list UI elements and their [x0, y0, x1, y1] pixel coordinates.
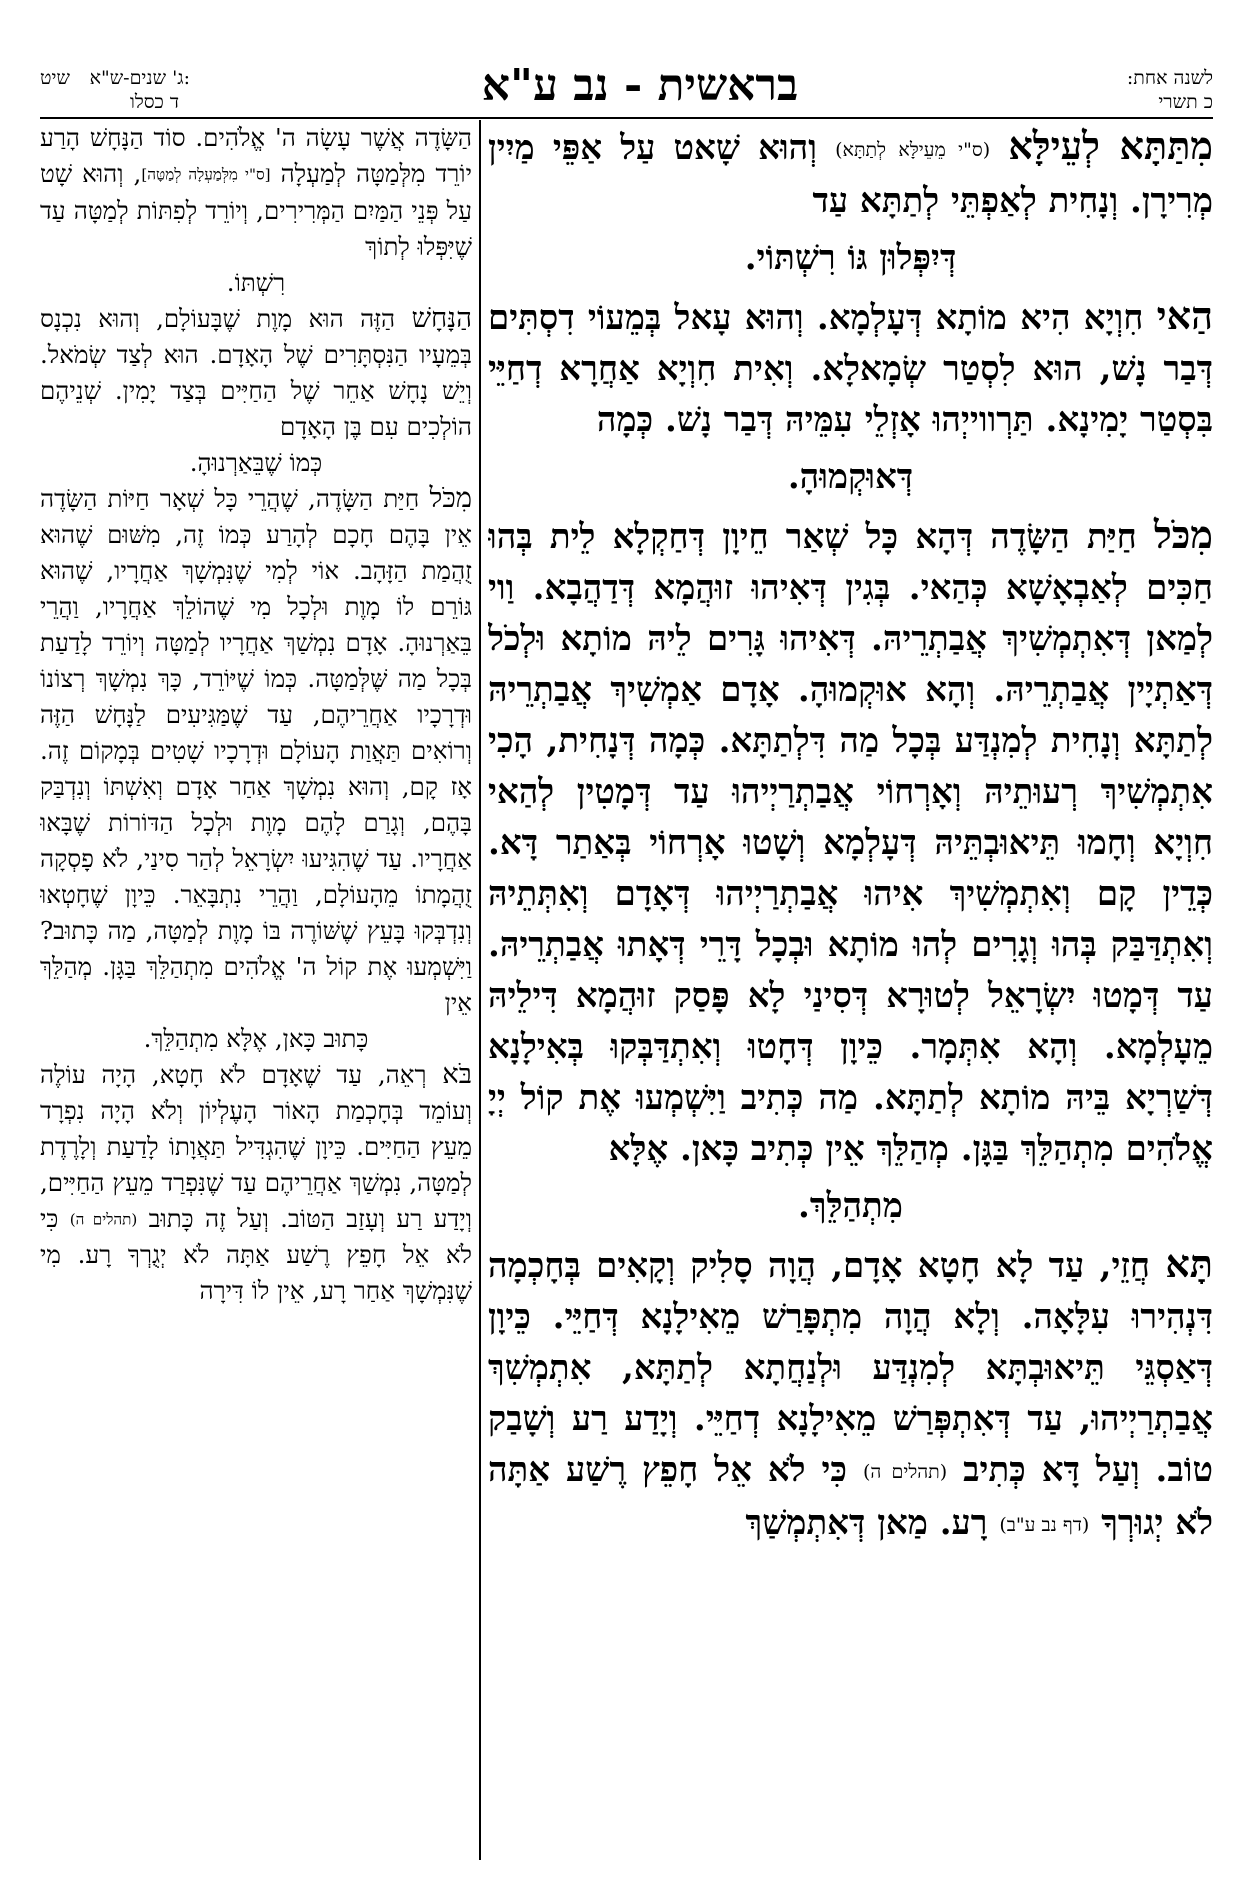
header-left — [40, 66, 190, 114]
paragraph-text: כִּי לֹא אֵל חָפֵץ רֶשַׁע אַתָּה לֹא יְגוּרְךָ — [488, 1450, 1213, 1544]
aramaic-column — [488, 120, 1213, 1860]
aramaic-paragraph — [488, 120, 1213, 227]
study-cycle-one-year: לשנה אחת: — [1126, 67, 1213, 89]
opening-word: מִתַּתָּא לְעֵילָּא — [1008, 123, 1213, 168]
aramaic-paragraph — [488, 509, 1213, 1175]
paragraph-end-line: כְּמוֹ שֶׁבֵּאַרְנוּהָ. — [189, 447, 323, 477]
variant-note: [ס"י מִלְּמַעְלָה לְמַטָּה] — [141, 165, 271, 184]
opening-word: מִכֹּל — [429, 482, 472, 514]
paragraph-text: חַיַּת הַשָּׂדֶה דְּהָא כָּל שְׁאַר חֵיוָן דְּחַקְלָא לֵית בְּהוּ חַכִּים לְאַבְאָשָׁא כְּהַאי. בְּגִין דְּאִיהוּ זוּהֲמָא דְּדַהֲבָא. וַוי לְמַאן דְּאִתְמְשִׁיךְ אֲבַתְרֵיהּ. דְּאִיהוּ גָּרִים לֵיהּ מוֹתָא וּלְכֹל דְּאַתְיָין אֲבַתְרֵיהּ. וְהָא אוּקְמוּהָ. אָדָם אַמְשִׁיךְ אֲבַתְרֵיהּ לְתַתָּא וְנָחִית לְמִנְדַּע בְּכָל מַה דִּלְתַתָּא. כְּמָה דְּנָחִית, הָכִי אִתְמְשִׁיךְ רְעוּתֵיהּ וְאָרְחוֹי אֲבַתְרַיְיהוּ עַד דְּמָטִין לְהַאי חִוְיָא וְחָמוּ תֵּיאוּבְתֵּיהּ דְּעָלְמָא וְשָׁטוּ אָרְחוֹי בְּאַתַר דָּא. כְּדֵין קָם וְאִתְמְשִׁיךְ אִיהוּ אֲבַתְרַיְיהוּ דְּאָדָם וְאִתְּתֵיהּ וְאִתְדַּבַּק בְּהוּ וְגָרִים לְהוּ מוֹתָא וּבְכָל דָּרֵי דְּאָתוּ אֲבַתְרֵיהּ. עַד דְּמָטוּ יִשְׂרָאֵל לְטוּרָא דְּסִינַי לָא פָּסַק זוּהֲמָא דִּילֵיהּ מֵעָלְמָא. וְהָא אִתְּמָר. כֵּיוָן דְּחָטוּ וְאִתְדַּבְּקוּ בְּאִילָנָא דְּשַׁרְיָא בֵּיהּ מוֹתָא לְתַתָּא. מַה כְּתִיב וַיִּשְׁמְעוּ אֶת קוֹל יְיָ אֱלֹהִים מִתְהַלֵּךְ בַּגָּן. מְהַלֵּךְ אֵין כְּתִיב כָּאן. אֶלָּא — [488, 517, 1213, 1170]
verse-reference: (תהלים ה) — [69, 1210, 138, 1229]
opening-word: הַאי — [1156, 293, 1213, 339]
page-title: בראשית - נב ע"א — [481, 60, 799, 111]
opening-word: תָּא — [1165, 1241, 1213, 1287]
translation-paragraph — [40, 481, 472, 1021]
verse-reference: (תהלים ה) — [862, 1461, 948, 1484]
paragraph-text: , וְהוּא שָׁט עַל פְּנֵי הַמַּיִם הַמְּרִירִים, וְיוֹרֵד לְפִתּוֹת לְמַטָּה עַד שֶׁיִּפְּלוּ לְתוֹךְ — [40, 159, 472, 261]
paragraph-end-line: דְּיִפְּלוּן גּוֹ רִשְׁתּוֹי. — [744, 238, 957, 279]
paragraph-text: הַזֶּה הוּא מָוֶת שֶׁבָּעוֹלָם, וְהוּא נִכְנָס בְּמֵעָיו הַנִּסְתָּרִים שֶׁל הָאָדָם. הוּא לְצַד שְׂמֹאל. וְיֵשׁ נָחָשׁ אַחֵר שֶׁל הַחַיִּים בְּצַד יָמִין. שְׁנֵיהֶם הוֹלְכִים עִם בֶּן הָאָדָם — [40, 303, 472, 441]
opening-word: בֹּא — [442, 1058, 472, 1090]
variant-note: (ס"י מֵעֵילָּא לְתַתָּא) — [835, 139, 991, 162]
translation-paragraph — [40, 301, 472, 445]
aramaic-paragraph — [488, 290, 1213, 446]
study-cycle-three-years: ג' שנים-ש"א: — [89, 67, 190, 89]
opening-word: מִכֹּל — [1154, 512, 1213, 558]
date-kislev: ד כסלו — [130, 91, 180, 113]
paragraph-text: חַיַּת הַשָּׂדֶה, שֶׁהֲרֵי כָּל שְׁאָר חַיּוֹת הַשָּׂדֶה אֵין בָּהֶם חָכָם לְהָרַע כְּמוֹ זֶה, מִשּׁוּם שֶׁהוּא זֻהֲמַת הַזָּהָב. אוֹי לְמִי שֶׁנִּמְשָׁךְ אַחֲרָיו, שֶׁהוּא גּוֹרֵם לוֹ מָוֶת וּלְכָל מִי שֶׁהוֹלֵךְ אַחֲרָיו, וַהֲרֵי בֵּאַרְנוּהָ. אָדָם נִמְשַׁךְ אַחֲרָיו לְמַטָּה וְיוֹרֵד לָדַעַת בְּכָל מַה שֶּׁלְּמַטָּה. כְּמוֹ שֶׁיּוֹרֵד, כָּךְ נִמְשָׁךְ רְצוֹנוֹ וּדְרָכָיו אַחֲרֵיהֶם, עַד שֶׁמַּגִּיעִים לַנָּחָשׁ הַזֶּה וְרוֹאִים תַּאֲוַת הָעוֹלָם וּדְרָכָיו שָׁטִים בְּמָקוֹם זֶה. אָז קָם, וְהוּא נִמְשָׁךְ אַחַר אָדָם וְאִשְׁתּוֹ וְנִדְבַּק בָּהֶם, וְגָרַם לָהֶם מָוֶת וּלְכָל הַדּוֹרוֹת שֶׁבָּאוּ אַחֲרָיו. עַד שֶׁהִגִּיעוּ יִשְׂרָאֵל לְהַר סִינַי, לֹא פָסְקָה זֻהֲמָתוֹ מֵהָעוֹלָם, וַהֲרֵי נִתְבָּאֵר. כֵּיוָן שֶׁחָטְאוּ וְנִדְבְּקוּ בָּעֵץ שֶׁשּׁוֹרֶה בּוֹ מָוֶת לְמַטָּה, מַה כָּתוּב? וַיִּשְׁמְעוּ אֶת קוֹל ה' אֱלֹהִים מִתְהַלֵּךְ בַּגָּן. מְהַלֵּךְ אֵין — [40, 483, 472, 1017]
translation-paragraph — [40, 120, 472, 265]
hebrew-translation-column — [40, 120, 472, 1860]
opening-word: הַנָּחָשׁ — [411, 302, 472, 334]
page-number: שיט — [40, 67, 70, 89]
header-divider — [40, 117, 1213, 119]
paragraph-end-line: מִתְהַלֵּךְ. — [798, 1186, 903, 1227]
paragraph-end-line: כָּתוּב כָּאן, אֶלָּא מִתְהַלֵּךְ. — [143, 1023, 369, 1053]
paragraph-text: הַשָּׂדֶה אֲשֶׁר עָשָׂה ה' אֱלֹהִים. סוֹד הַנָּחָשׁ הָרַע יוֹרֵד מִלְּמַטָּה לְמַעְלָה — [40, 123, 472, 188]
paragraph-end-line: דְּאוּקְמוּהָ. — [787, 457, 914, 498]
column-divider — [479, 120, 481, 1860]
paragraph-text: חִוְיָא הִיא מוֹתָא דְּעָלְמָא. וְהוּא עָאל בְּמֵעוֹי דִסְתִּים דְּבַר נָשׁ, הוּא לִסְטַר שְׂמָאלָא. וְאִית חִוְיָא אַחֲרָא דְחַיֵּי בִּסְטַר יָמִינָא. תַּרְווייְהוּ אָזְלֵי עִמֵּיהּ דְּבַר נָשׁ. כְּמָה — [488, 298, 1213, 441]
folio-reference: (דף נב ע"ב) — [999, 1514, 1090, 1537]
translation-paragraph — [40, 1057, 472, 1310]
paragraph-end-line: רִשְׁתּוֹ. — [226, 267, 286, 297]
paragraph-text: כִּי לֹא אֵל חָפֵץ רֶשַׁע אַתָּה לֹא יְגֻרְךָ רָע. מִי שֶׁנִּמְשָׁךְ אַחַר רָע, אֵין לוֹ דִּירָה — [40, 1203, 472, 1306]
header-right — [1013, 66, 1213, 114]
date-tishrei: כ תשרי — [1158, 91, 1213, 113]
paragraph-text: רְאֵה, עַד שֶׁאָדָם לֹא חָטָא, הָיָה עוֹלֶה וְעוֹמֵד בְּחָכְמַת הָאוֹר הָעֶלְיוֹן וְלֹא הָיָה נִפְרָד מֵעֵץ הַחַיִּים. כֵּיוָן שֶׁהִגְדִּיל תַּאֲוָתוֹ לָדַעַת וְלָרֶדֶת לְמַטָּה, נִמְשַׁךְ אַחֲרֵיהֶם עַד שֶׁנִּפְרַד מֵעֵץ הַחַיִּים, וְיָדַע רַע וְעָזַב הַטּוֹב. וְעַל זֶה כָּתוּב — [40, 1059, 472, 1233]
paragraph-text: וְהוּא שָׁאט עַל אַפֵּי מַיִין מְרִירָן. וְנָחִית לְאַפְתֵּי לְתַתָּא עַד — [488, 128, 1213, 222]
paragraph-text: רָע. מַאן דְּאִתְמְשַׁךְ — [745, 1503, 988, 1544]
paragraph-text: חֲזֵי, עַד לָא חָטָא אָדָם, הֲוָה סָלִיק וְקָאִים בְּחָכְמָה דִּנְהִירוּ עִלָּאָה. וְלָא הֲוָה מִתְפָּרַשׁ מֵאִילָנָא דְּחַיֵּי. כֵּיוָן דְּאַסְגֵּי תֵּיאוּבְתָּא לְמִנְדַּע וּלְנַחֲתָא לְתַתָּא, אִתְמְשִׁךְ אֲבַתְרַיְיהוּ, עַד דְּאִתְפְּרַשׁ מֵאִילָנָא דְחַיֵּי. וְיָדַע רַע וְשָׁבַק טוֹב. וְעַל דָּא כְּתִיב — [488, 1246, 1213, 1491]
aramaic-paragraph — [488, 1238, 1213, 1551]
